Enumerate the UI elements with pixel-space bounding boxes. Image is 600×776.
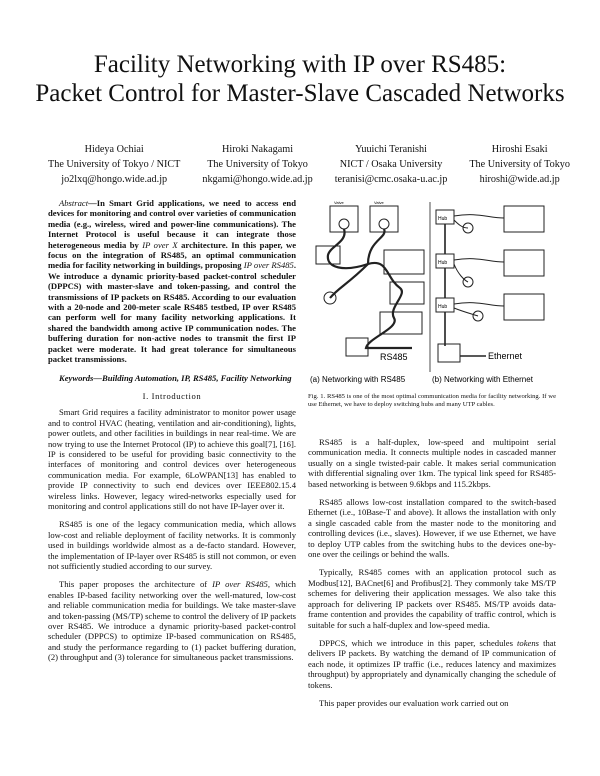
paragraph: Typically, RS485 comes with an application protocol such as Modbus[12], BACnet[6] and Profibus[2]. They commonly take MS/TP schemes for delivering their application messages. We also take this approach for delivering IP packets over RS485. MS/TP avoids data-frame contention and provides the capability of traffic control, which is suitable for such a half-duplex and low-speed media. bbox=[308, 567, 556, 630]
valve-label: Valve bbox=[334, 200, 344, 205]
panel-device-icon bbox=[504, 206, 544, 232]
paragraph-text: This paper proposes the architecture of bbox=[59, 579, 213, 590]
author-name: Yuuichi Teranishi bbox=[355, 144, 427, 155]
author-name: Hiroki Nakagami bbox=[222, 144, 294, 155]
controller-icon bbox=[390, 282, 424, 304]
author-3 bbox=[335, 142, 448, 187]
author-2 bbox=[202, 142, 312, 187]
figure-1 bbox=[308, 198, 556, 388]
panel-b-label: (b) Networking with Ethernet bbox=[432, 375, 533, 384]
panel-device-icon bbox=[504, 250, 544, 276]
actuator-icon bbox=[379, 219, 389, 229]
bus-label: RS485 bbox=[380, 352, 408, 362]
figure-caption: Fig. 1. RS485 is one of the most optimal communication media for facility networking. If we use Ethernet, we have to deploy switching hubs and many UTP cables. bbox=[308, 393, 556, 408]
author-name: Hiroshi Esaki bbox=[491, 144, 548, 155]
abstract-emphasis: IP over X bbox=[142, 239, 178, 250]
panel-device-icon bbox=[384, 250, 424, 274]
author-affiliation: The University of Tokyo bbox=[469, 159, 570, 170]
valve-label: Valve bbox=[374, 200, 384, 205]
ethernet-label: Ethernet bbox=[488, 351, 523, 361]
author-email: hiroshi@wide.ad.jp bbox=[479, 174, 560, 185]
paper-title bbox=[0, 50, 600, 108]
panel-a-diagram bbox=[316, 206, 424, 356]
paragraph: RS485 is a half-duplex, low-speed and multipoint serial communication media. It connects multiple nodes in cascaded manner usually on a single twisted-pair cable. It makes serial communication with differential signaling over 1km. The typical link speed for RS485-based networking is between 9.6kbps and 115.2kbps. bbox=[308, 437, 556, 489]
author-4 bbox=[469, 142, 570, 187]
master-node-icon bbox=[438, 344, 460, 362]
author-affiliation: The University of Tokyo / NICT bbox=[48, 159, 181, 170]
author-1 bbox=[48, 142, 180, 187]
author-email: jo2lxq@hongo.wide.ad.jp bbox=[61, 174, 168, 185]
panel-a-label: (a) Networking with RS485 bbox=[310, 375, 406, 384]
keywords-text: —Building Automation, IP, RS485, Facility Networking bbox=[93, 372, 292, 383]
paragraph bbox=[308, 638, 556, 690]
author-block bbox=[48, 142, 570, 187]
master-node-icon bbox=[346, 338, 368, 356]
paragraph: RS485 is one of the legacy communication media, which allows low-cost and reliable deployment of facility networks. It is commonly used in buildings worldwide almost as a de-facto standard. However, the implementation of IP-layer over RS485 is still not common, or even not sufficiently studied according to our survey. bbox=[48, 519, 296, 571]
rs485-drop bbox=[368, 229, 385, 264]
author-affiliation: The University of Tokyo bbox=[207, 159, 308, 170]
paragraph bbox=[48, 579, 296, 662]
paragraph-emphasis: tokens bbox=[517, 637, 539, 648]
paragraph: This paper provides our evaluation work carried out on bbox=[319, 697, 509, 708]
title-line-2: Packet Control for Master-Slave Cascaded Networks bbox=[35, 80, 565, 107]
title-line-1: Facility Networking with IP over RS485: bbox=[93, 51, 507, 78]
abstract bbox=[48, 198, 296, 365]
paragraph-emphasis: IP over RS485 bbox=[212, 579, 268, 590]
author-affiliation: NICT / Osaka University bbox=[339, 159, 443, 170]
author-email: teranisi@cmc.osaka-u.ac.jp bbox=[334, 174, 448, 185]
paragraph: RS485 allows low-cost installation compared to the switch-based Ethernet (i.e., 10Base-T and above). It allows the installation with only a single cascaded cable from the master node to the monitoring and controlling devices (i.e., slaves). However, if we use Ethernet, we have to deploy UTP cables from the switching hubs to the devices one-by-one over the ceilings or behind the walls. bbox=[308, 497, 556, 560]
actuator-icon bbox=[339, 219, 349, 229]
abstract-emphasis: IP over RS485 bbox=[243, 260, 294, 271]
abstract-text: . We introduce a dynamic priority-based packet-control scheduler (DPPCS) with master-slave and token-passing, and control the transmissions of IP packets on RS485. According to our evaluation with a 20-node and 200-meter scale RS485 testbed, IP over RS485 can perform well for many facility networking applications. It shared the bandwidth among active IP communication nodes. The buffering duration for non-active nodes to transmit the first IP packet were moderate. It had great tolerance for simultaneous packet transmissions. bbox=[48, 260, 296, 365]
abstract-text: —In Smart Grid applications, we need to access end devices for monitoring and control over varieties of communication media (e.g., wireless, wired and power-line communications). The Internet Protocol is useful because it can integrate those heterogeneous media by bbox=[48, 198, 296, 250]
keywords bbox=[48, 373, 296, 383]
author-email: nkgami@hongo.wide.ad.jp bbox=[202, 174, 313, 185]
abstract-text: architecture. In this paper, we focus on the integration of RS485, an optimal communication media for facility networking in buildings, proposing bbox=[48, 239, 297, 271]
utp-cables bbox=[454, 215, 504, 316]
keywords-label: Keywords bbox=[59, 372, 94, 383]
right-column bbox=[308, 437, 556, 716]
panel-b-diagram bbox=[436, 206, 544, 362]
hub-label: Hub bbox=[438, 216, 448, 222]
author-name: Hideya Ochiai bbox=[84, 144, 144, 155]
left-column bbox=[48, 198, 296, 671]
paragraph-text: , which enables IP-based facility networking over the well-matured, low-cost and reliable communication media for buildings. We take master-slave and token-passing (MS/TP) scheme to control the delivery of IP packets over RS485. We introduce a dynamic priority-based packet-control scheduler (DPPCS) to optimize IP-based communication on RS485, and study the performance regarding to (1) packet buffering duration, (2) throughput and (3) tolerance for simultaneous packet transmissions. bbox=[48, 579, 296, 663]
paragraph: Smart Grid requires a facility administrator to monitor power usage and to control HVAC (heating, ventilation and air-conditioning), lights, power outlets, and other facilities in buildings in near real-time. We are now trying to use the Internet Protocol (IP) to achieve this goal[7], [16]. IP is considered to be useful for providing basic connectivity to the interfaces of monitoring and control devices over heterogeneous communication media. For example, 6LoWPAN[13] has enabled to provide IP connectivity to such end devices over IEEE802.15.4 wireless links. However, legacy wired-networks especially used for monitoring and control applications still do not have IP-layer over it. bbox=[48, 407, 296, 511]
abstract-label: Abstract bbox=[59, 198, 89, 208]
hub-label: Hub bbox=[438, 304, 448, 310]
paragraph-text: DPPCS, which we introduce in this paper, schedules bbox=[319, 637, 518, 648]
panel-device-icon bbox=[504, 294, 544, 320]
hub-label: Hub bbox=[438, 260, 448, 266]
paragraph-text: that delivers IP packets. By watching the demand of IP communication of each node, it optimizes IP traffic (i.e., reduces latency and maximizes throughput) by appropriately and dynamically changing the schedule of tokens. bbox=[308, 637, 556, 690]
section-heading: I. Introduction bbox=[142, 390, 202, 401]
